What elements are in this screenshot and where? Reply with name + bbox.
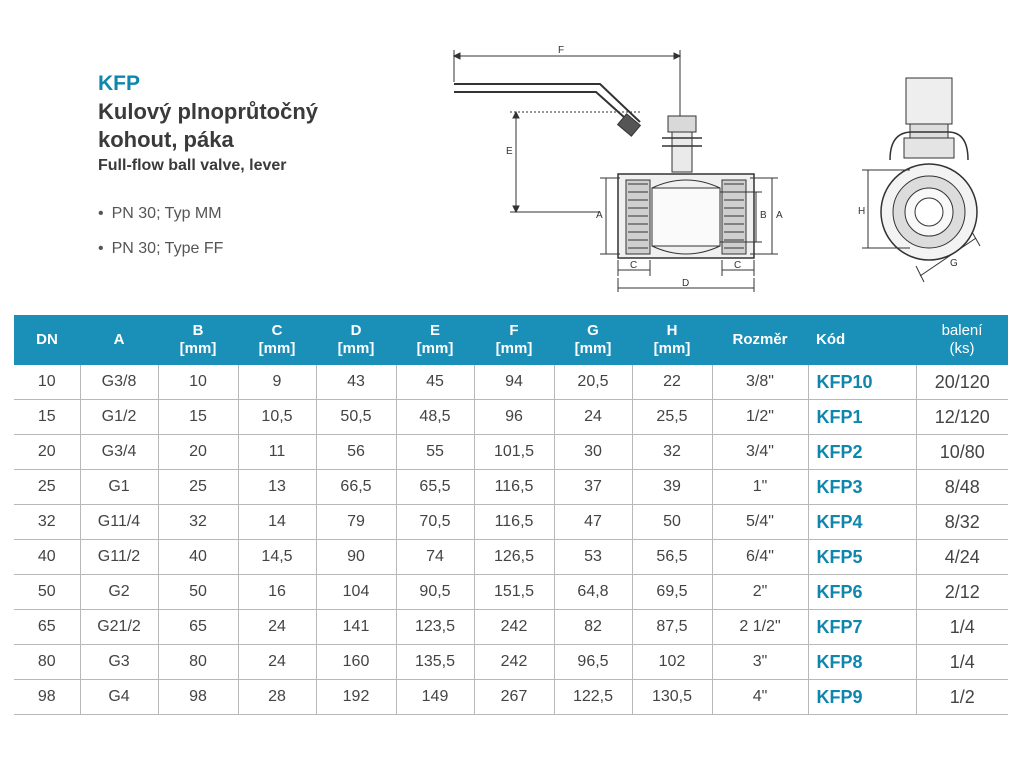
table-cell: 141 bbox=[316, 610, 396, 645]
product-code-cell: KFP3 bbox=[808, 470, 916, 505]
table-cell: 32 bbox=[632, 435, 712, 470]
table-row bbox=[14, 645, 1008, 680]
column-header-label: B bbox=[192, 322, 204, 339]
table-cell: 96,5 bbox=[554, 645, 632, 680]
table-cell: G3/4 bbox=[80, 435, 158, 470]
table-row bbox=[14, 680, 1008, 715]
table-cell: 13 bbox=[238, 470, 316, 505]
table-cell: 122,5 bbox=[554, 680, 632, 715]
table-cell: 56 bbox=[316, 435, 396, 470]
column-header-label: Rozměr bbox=[732, 331, 788, 348]
table-cell: 39 bbox=[632, 470, 712, 505]
table-cell: 65,5 bbox=[396, 470, 474, 505]
table-row bbox=[14, 435, 1008, 470]
table-cell: 14 bbox=[238, 505, 316, 540]
column-header-unit: [mm] bbox=[574, 340, 612, 357]
table-cell: 50,5 bbox=[316, 400, 396, 435]
table-cell: 9 bbox=[238, 365, 316, 400]
column-header-unit: [mm] bbox=[416, 340, 454, 357]
valve-front-drawing bbox=[850, 70, 1000, 285]
table-cell: 2 1/2" bbox=[712, 610, 808, 645]
table-cell: 48,5 bbox=[396, 400, 474, 435]
table-cell: 74 bbox=[396, 540, 474, 575]
column-header bbox=[554, 315, 632, 365]
table-cell: 32 bbox=[158, 505, 238, 540]
table-cell: 11 bbox=[238, 435, 316, 470]
table-cell: 20 bbox=[14, 435, 80, 470]
table-cell: 116,5 bbox=[474, 470, 554, 505]
product-code-cell: KFP2 bbox=[808, 435, 916, 470]
column-header-unit: (ks) bbox=[949, 340, 975, 357]
product-code-cell: KFP9 bbox=[808, 680, 916, 715]
table-cell: 8/32 bbox=[916, 505, 1008, 540]
table-cell: 8/48 bbox=[916, 470, 1008, 505]
table-cell: 98 bbox=[158, 680, 238, 715]
product-title-line1: Kulový plnoprůtočný bbox=[98, 99, 318, 124]
dim-label: E bbox=[506, 146, 513, 157]
table-cell: 3" bbox=[712, 645, 808, 680]
table-row bbox=[14, 400, 1008, 435]
table-cell: G2 bbox=[80, 575, 158, 610]
column-header bbox=[80, 315, 158, 365]
table-cell: 64,8 bbox=[554, 575, 632, 610]
dim-label: A bbox=[596, 210, 603, 221]
table-row bbox=[14, 365, 1008, 400]
dim-label: G bbox=[950, 258, 958, 269]
bullet-item: • PN 30; Typ MM bbox=[98, 204, 223, 224]
column-header bbox=[808, 315, 916, 365]
table-cell: 116,5 bbox=[474, 505, 554, 540]
table-cell: 65 bbox=[158, 610, 238, 645]
dim-label: C bbox=[734, 260, 742, 271]
table-cell: 126,5 bbox=[474, 540, 554, 575]
column-header bbox=[632, 315, 712, 365]
column-header bbox=[14, 315, 80, 365]
table-cell: 69,5 bbox=[632, 575, 712, 610]
table-cell: 43 bbox=[316, 365, 396, 400]
table-cell: 10 bbox=[14, 365, 80, 400]
column-header-label: Kód bbox=[816, 331, 846, 348]
table-cell: 65 bbox=[14, 610, 80, 645]
column-header-label: D bbox=[350, 322, 362, 339]
table-cell: 3/4" bbox=[712, 435, 808, 470]
table-cell: 14,5 bbox=[238, 540, 316, 575]
table-cell: 1/2 bbox=[916, 680, 1008, 715]
table-cell: G3 bbox=[80, 645, 158, 680]
table-cell: 20/120 bbox=[916, 365, 1008, 400]
column-header bbox=[238, 315, 316, 365]
table-cell: 94 bbox=[474, 365, 554, 400]
product-code-cell: KFP5 bbox=[808, 540, 916, 575]
table-cell: G11/4 bbox=[80, 505, 158, 540]
spec-bullets bbox=[98, 204, 223, 274]
dim-label: A bbox=[776, 210, 783, 221]
table-cell: 10/80 bbox=[916, 435, 1008, 470]
product-header bbox=[98, 72, 318, 176]
bullet-item: • PN 30; Type FF bbox=[98, 239, 223, 259]
table-cell: 70,5 bbox=[396, 505, 474, 540]
column-header bbox=[158, 315, 238, 365]
table-cell: 25 bbox=[14, 470, 80, 505]
spec-table-body bbox=[14, 365, 1008, 715]
table-cell: 20 bbox=[158, 435, 238, 470]
table-cell: 15 bbox=[158, 400, 238, 435]
table-cell: 5/4" bbox=[712, 505, 808, 540]
product-subtitle: Full-flow ball valve, lever bbox=[98, 157, 287, 174]
column-header-unit: [mm] bbox=[653, 340, 691, 357]
table-cell: 1" bbox=[712, 470, 808, 505]
table-cell: 45 bbox=[396, 365, 474, 400]
table-cell: 6/4" bbox=[712, 540, 808, 575]
table-cell: G1/2 bbox=[80, 400, 158, 435]
table-cell: 80 bbox=[158, 645, 238, 680]
table-cell: 90 bbox=[316, 540, 396, 575]
table-cell: 25,5 bbox=[632, 400, 712, 435]
table-cell: 50 bbox=[158, 575, 238, 610]
column-header bbox=[316, 315, 396, 365]
table-cell: 267 bbox=[474, 680, 554, 715]
table-row bbox=[14, 610, 1008, 645]
table-cell: 56,5 bbox=[632, 540, 712, 575]
table-cell: 149 bbox=[396, 680, 474, 715]
product-title-line2: kohout, páka bbox=[98, 127, 234, 152]
dim-label: F bbox=[558, 45, 565, 56]
table-cell: 66,5 bbox=[316, 470, 396, 505]
dim-label: H bbox=[858, 206, 866, 217]
product-code-cell: KFP10 bbox=[808, 365, 916, 400]
table-cell: 30 bbox=[554, 435, 632, 470]
table-cell: 25 bbox=[158, 470, 238, 505]
table-cell: 82 bbox=[554, 610, 632, 645]
column-header-label: balení bbox=[941, 322, 983, 339]
table-cell: 90,5 bbox=[396, 575, 474, 610]
table-cell: 3/8" bbox=[712, 365, 808, 400]
table-cell: 123,5 bbox=[396, 610, 474, 645]
product-code-cell: KFP8 bbox=[808, 645, 916, 680]
table-cell: 104 bbox=[316, 575, 396, 610]
table-cell: 96 bbox=[474, 400, 554, 435]
column-header-unit: [mm] bbox=[495, 340, 533, 357]
table-cell: 37 bbox=[554, 470, 632, 505]
table-cell: 2" bbox=[712, 575, 808, 610]
product-code-cell: KFP6 bbox=[808, 575, 916, 610]
column-header-label: E bbox=[429, 322, 440, 339]
column-header-label: G bbox=[587, 322, 599, 339]
table-cell: G3/8 bbox=[80, 365, 158, 400]
column-header-label: C bbox=[271, 322, 283, 339]
table-cell: 16 bbox=[238, 575, 316, 610]
spec-table-header bbox=[14, 315, 1008, 365]
column-header bbox=[712, 315, 808, 365]
spec-table bbox=[14, 315, 1008, 715]
table-cell: 1/4 bbox=[916, 645, 1008, 680]
product-code-cell: KFP1 bbox=[808, 400, 916, 435]
table-cell: 40 bbox=[14, 540, 80, 575]
table-cell: 55 bbox=[396, 435, 474, 470]
table-row bbox=[14, 575, 1008, 610]
table-cell: 47 bbox=[554, 505, 632, 540]
table-cell: 80 bbox=[14, 645, 80, 680]
table-cell: G21/2 bbox=[80, 610, 158, 645]
dim-label: C bbox=[630, 260, 638, 271]
table-cell: 32 bbox=[14, 505, 80, 540]
table-cell: 22 bbox=[632, 365, 712, 400]
product-code-cell: KFP4 bbox=[808, 505, 916, 540]
table-cell: 1/4 bbox=[916, 610, 1008, 645]
table-cell: 98 bbox=[14, 680, 80, 715]
valve-side-drawing bbox=[450, 42, 790, 294]
table-cell: 2/12 bbox=[916, 575, 1008, 610]
table-cell: G11/2 bbox=[80, 540, 158, 575]
table-cell: G1 bbox=[80, 470, 158, 505]
table-cell: 160 bbox=[316, 645, 396, 680]
column-header-label: A bbox=[113, 331, 125, 348]
table-cell: 15 bbox=[14, 400, 80, 435]
column-header-unit: [mm] bbox=[337, 340, 375, 357]
product-code: KFP bbox=[98, 72, 140, 95]
column-header bbox=[396, 315, 474, 365]
table-cell: 242 bbox=[474, 610, 554, 645]
table-cell: 130,5 bbox=[632, 680, 712, 715]
table-cell: G4 bbox=[80, 680, 158, 715]
table-row bbox=[14, 540, 1008, 575]
table-row bbox=[14, 505, 1008, 540]
table-cell: 192 bbox=[316, 680, 396, 715]
table-cell: 102 bbox=[632, 645, 712, 680]
table-cell: 12/120 bbox=[916, 400, 1008, 435]
product-code-cell: KFP7 bbox=[808, 610, 916, 645]
table-cell: 40 bbox=[158, 540, 238, 575]
column-header bbox=[474, 315, 554, 365]
table-cell: 53 bbox=[554, 540, 632, 575]
table-cell: 50 bbox=[14, 575, 80, 610]
table-cell: 24 bbox=[554, 400, 632, 435]
table-cell: 28 bbox=[238, 680, 316, 715]
column-header-label: F bbox=[509, 322, 519, 339]
column-header-label: H bbox=[666, 322, 678, 339]
table-cell: 1/2" bbox=[712, 400, 808, 435]
table-cell: 24 bbox=[238, 645, 316, 680]
table-cell: 87,5 bbox=[632, 610, 712, 645]
column-header bbox=[916, 315, 1008, 365]
column-header-label: DN bbox=[36, 331, 58, 348]
table-cell: 4/24 bbox=[916, 540, 1008, 575]
table-cell: 101,5 bbox=[474, 435, 554, 470]
table-cell: 151,5 bbox=[474, 575, 554, 610]
table-cell: 79 bbox=[316, 505, 396, 540]
table-cell: 20,5 bbox=[554, 365, 632, 400]
dim-label: B bbox=[760, 210, 767, 221]
table-cell: 10 bbox=[158, 365, 238, 400]
table-cell: 24 bbox=[238, 610, 316, 645]
table-row bbox=[14, 470, 1008, 505]
column-header-unit: [mm] bbox=[258, 340, 296, 357]
column-header-unit: [mm] bbox=[179, 340, 217, 357]
table-cell: 4" bbox=[712, 680, 808, 715]
table-cell: 50 bbox=[632, 505, 712, 540]
table-cell: 10,5 bbox=[238, 400, 316, 435]
table-cell: 135,5 bbox=[396, 645, 474, 680]
table-cell: 242 bbox=[474, 645, 554, 680]
dim-label: D bbox=[682, 278, 690, 289]
